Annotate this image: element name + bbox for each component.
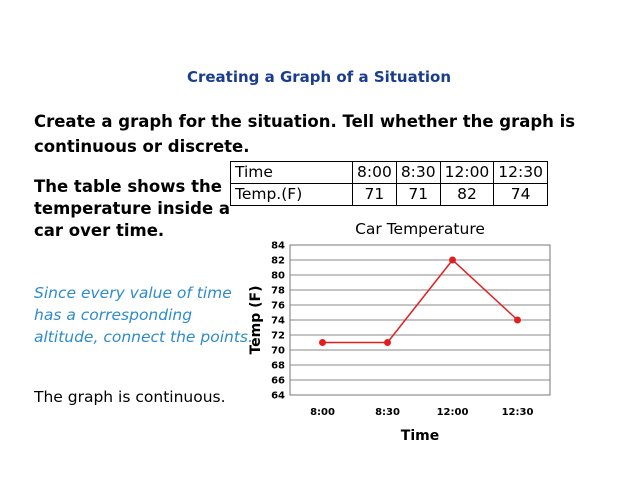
chart-grid — [290, 245, 550, 395]
intro-text: Create a graph for the situation. Tell whether the graph is continuous or discrete. — [34, 112, 576, 156]
data-point — [319, 339, 326, 346]
table-cell: 12:30 — [494, 162, 548, 184]
y-axis-label: Temp (F) — [248, 285, 264, 355]
y-tick-label: 84 — [271, 240, 285, 252]
table-header-label: Time — [231, 162, 353, 184]
note-text: Since every value of time has a corresponding altitude, connect the points. — [34, 284, 253, 346]
y-tick-label: 74 — [271, 315, 285, 327]
data-point — [449, 257, 456, 264]
x-tick-label: 8:00 — [310, 407, 335, 418]
x-tick-label: 8:30 — [375, 407, 400, 418]
y-tick-label: 72 — [271, 330, 285, 342]
y-axis-ticks — [271, 241, 285, 402]
table-cell: 71 — [396, 184, 440, 206]
x-axis-label: Time — [400, 428, 440, 444]
slide-title: Creating a Graph of a Situation — [186, 68, 452, 86]
x-tick-label: 12:30 — [501, 407, 534, 418]
series-line — [323, 260, 518, 343]
y-tick-label: 68 — [271, 360, 285, 372]
y-tick-label: 82 — [271, 255, 285, 267]
table-cell: 8:00 — [353, 162, 397, 184]
table-row-label: Temp.(F) — [231, 184, 353, 206]
y-tick-label: 64 — [271, 390, 285, 402]
y-tick-label: 76 — [271, 300, 285, 312]
situation-text: The table shows the temperature inside a car over time. — [34, 177, 231, 240]
conclusion-text: The graph is continuous. — [34, 388, 226, 406]
chart-series — [319, 257, 521, 347]
data-point — [384, 339, 391, 346]
table-cell: 82 — [440, 184, 494, 206]
chart-title: Car Temperature — [355, 220, 485, 238]
data-table — [230, 161, 548, 206]
table-row — [231, 184, 548, 206]
table-cell: 74 — [494, 184, 548, 206]
y-tick-label: 66 — [271, 375, 285, 387]
x-tick-label: 12:00 — [436, 407, 469, 418]
table-cell: 71 — [353, 184, 397, 206]
line-chart — [230, 215, 570, 450]
table-cell: 12:00 — [440, 162, 494, 184]
data-point — [514, 317, 521, 324]
y-tick-label: 78 — [271, 285, 285, 297]
y-tick-label: 80 — [271, 270, 285, 282]
y-tick-label: 70 — [271, 345, 285, 357]
table-cell: 8:30 — [396, 162, 440, 184]
x-axis-ticks — [310, 407, 533, 418]
table-row — [231, 162, 548, 184]
